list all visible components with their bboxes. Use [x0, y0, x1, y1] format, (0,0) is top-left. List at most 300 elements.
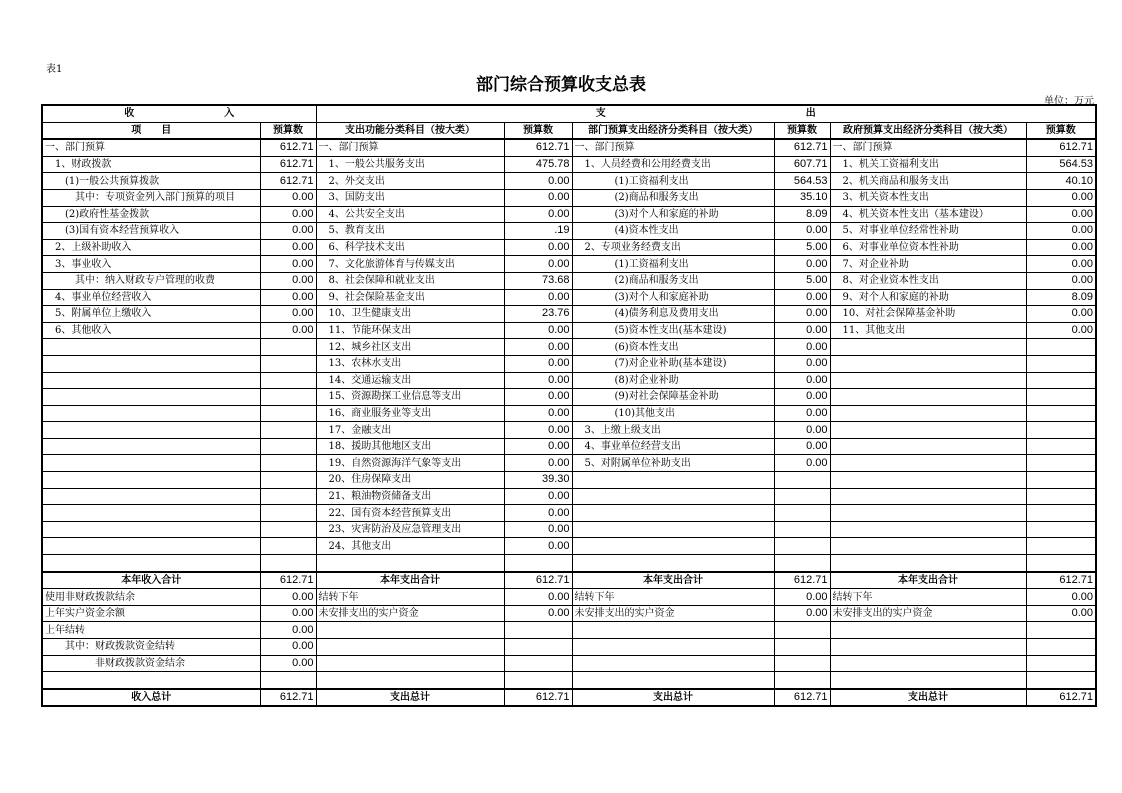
- table-row: [42, 156, 1096, 173]
- budget-cell: [1026, 672, 1096, 689]
- item-cell: (4)资本性支出: [572, 223, 774, 240]
- item-cell: [42, 389, 260, 406]
- table-row: [42, 655, 1096, 672]
- item-cell: (10)其他支出: [572, 405, 774, 422]
- item-cell: [830, 472, 1026, 489]
- budget-cell: 0.00: [504, 538, 572, 555]
- item-cell: [42, 472, 260, 489]
- item-cell: [830, 555, 1026, 572]
- item-cell: (1)工资福利支出: [572, 256, 774, 273]
- item-cell: [316, 672, 504, 689]
- item-cell: 支出总计: [830, 689, 1026, 707]
- budget-cell: 612.71: [1026, 689, 1096, 707]
- item-cell: 一、部门预算: [316, 139, 504, 156]
- table-row: [42, 173, 1096, 190]
- budget-cell: [504, 555, 572, 572]
- table-row: [42, 139, 1096, 156]
- budget-cell: [774, 538, 830, 555]
- budget-cell: 0.00: [504, 605, 572, 622]
- item-cell: 收入总计: [42, 689, 260, 707]
- budget-cell: 0.00: [504, 488, 572, 505]
- col-budget-header: 预算数: [1026, 122, 1096, 139]
- budget-cell: 612.71: [260, 156, 316, 173]
- item-cell: 6、其他收入: [42, 322, 260, 339]
- budget-cell: [260, 438, 316, 455]
- budget-cell: 0.00: [774, 455, 830, 472]
- item-cell: 23、灾害防治及应急管理支出: [316, 521, 504, 538]
- item-cell: [830, 339, 1026, 356]
- budget-cell: 0.00: [1026, 256, 1096, 273]
- budget-cell: 612.71: [504, 572, 572, 589]
- table-row: [42, 605, 1096, 622]
- item-cell: 其中：专项资金列入部门预算的项目: [42, 189, 260, 206]
- budget-cell: 0.00: [504, 521, 572, 538]
- budget-cell: 0.00: [260, 256, 316, 273]
- item-cell: 5、附属单位上缴收入: [42, 306, 260, 323]
- budget-cell: [504, 655, 572, 672]
- item-cell: (9)对社会保障基金补助: [572, 389, 774, 406]
- budget-cell: 612.71: [260, 689, 316, 707]
- item-cell: [830, 438, 1026, 455]
- item-cell: 14、交通运输支出: [316, 372, 504, 389]
- budget-cell: 0.00: [774, 605, 830, 622]
- budget-cell: [774, 672, 830, 689]
- item-cell: 18、援助其他地区支出: [316, 438, 504, 455]
- item-cell: (2)政府性基金拨款: [42, 206, 260, 223]
- table-row: [42, 422, 1096, 439]
- item-cell: [830, 455, 1026, 472]
- budget-cell: 5.00: [774, 272, 830, 289]
- item-cell: [830, 521, 1026, 538]
- budget-cell: [1026, 422, 1096, 439]
- item-cell: 本年支出合计: [830, 572, 1026, 589]
- budget-cell: [1026, 555, 1096, 572]
- item-cell: 未安排支出的实户资金: [572, 605, 774, 622]
- budget-cell: 0.00: [504, 173, 572, 190]
- budget-cell: 0.00: [504, 239, 572, 256]
- budget-cell: 0.00: [774, 223, 830, 240]
- budget-cell: 0.00: [504, 455, 572, 472]
- item-cell: 12、城乡社区支出: [316, 339, 504, 356]
- income-header: 收 入: [42, 105, 316, 122]
- grand-total-row: [42, 689, 1096, 707]
- budget-cell: [260, 672, 316, 689]
- item-cell: [830, 672, 1026, 689]
- table-row: [42, 455, 1096, 472]
- budget-cell: 8.09: [1026, 289, 1096, 306]
- budget-cell: [1026, 372, 1096, 389]
- item-cell: [42, 339, 260, 356]
- table-number-label: 表1: [46, 64, 63, 75]
- item-cell: 8、对企业资本性支出: [830, 272, 1026, 289]
- table-row: [42, 438, 1096, 455]
- budget-cell: 564.53: [774, 173, 830, 190]
- item-cell: [572, 672, 774, 689]
- item-cell: [830, 488, 1026, 505]
- item-cell: 20、住房保障支出: [316, 472, 504, 489]
- item-cell: 5、教育支出: [316, 223, 504, 240]
- budget-cell: 612.71: [774, 139, 830, 156]
- item-cell: 支出总计: [572, 689, 774, 707]
- item-cell: 1、一般公共服务支出: [316, 156, 504, 173]
- item-cell: 结转下年: [572, 589, 774, 606]
- item-cell: 4、机关资本性支出（基本建设）: [830, 206, 1026, 223]
- item-cell: 19、自然资源海洋气象等支出: [316, 455, 504, 472]
- year-total-row: [42, 572, 1096, 589]
- budget-cell: [1026, 538, 1096, 555]
- item-cell: 3、机关资本性支出: [830, 189, 1026, 206]
- item-cell: [830, 422, 1026, 439]
- item-cell: (4)债务利息及费用支出: [572, 306, 774, 323]
- budget-cell: 0.00: [1026, 206, 1096, 223]
- budget-cell: [1026, 488, 1096, 505]
- budget-cell: 612.71: [504, 139, 572, 156]
- budget-cell: 0.00: [504, 405, 572, 422]
- item-cell: 1、人员经费和公用经费支出: [572, 156, 774, 173]
- budget-cell: 0.00: [504, 322, 572, 339]
- budget-cell: [260, 455, 316, 472]
- budget-cell: 0.00: [774, 322, 830, 339]
- budget-cell: [260, 372, 316, 389]
- table-row: [42, 206, 1096, 223]
- table-row: [42, 272, 1096, 289]
- item-cell: 使用非财政拨款结余: [42, 589, 260, 606]
- budget-cell: [260, 488, 316, 505]
- item-cell: 结转下年: [316, 589, 504, 606]
- budget-cell: 0.00: [1026, 306, 1096, 323]
- item-cell: (5)资本性支出(基本建设): [572, 322, 774, 339]
- budget-cell: [774, 472, 830, 489]
- table-row: [42, 622, 1096, 639]
- budget-cell: [774, 488, 830, 505]
- item-cell: [42, 422, 260, 439]
- item-cell: [572, 505, 774, 522]
- item-cell: 3、上缴上级支出: [572, 422, 774, 439]
- col-gov-econ-header: 政府预算支出经济分类科目（按大类）: [830, 122, 1026, 139]
- item-cell: 10、对社会保障基金补助: [830, 306, 1026, 323]
- budget-cell: [774, 555, 830, 572]
- budget-cell: [260, 521, 316, 538]
- budget-cell: [1026, 339, 1096, 356]
- item-cell: 结转下年: [830, 589, 1026, 606]
- table-row: [42, 472, 1096, 489]
- budget-summary-table: [41, 104, 1097, 707]
- table-row: [42, 488, 1096, 505]
- column-header-row: [42, 122, 1096, 139]
- item-cell: [830, 372, 1026, 389]
- col-budget-header: 预算数: [774, 122, 830, 139]
- budget-cell: 0.00: [774, 306, 830, 323]
- budget-cell: [774, 521, 830, 538]
- table-row: [42, 306, 1096, 323]
- budget-cell: 612.71: [774, 689, 830, 707]
- item-cell: 7、文化旅游体育与传媒支出: [316, 256, 504, 273]
- budget-cell: [260, 339, 316, 356]
- budget-cell: 0.00: [260, 589, 316, 606]
- item-cell: 1、机关工资福利支出: [830, 156, 1026, 173]
- budget-cell: [260, 422, 316, 439]
- item-cell: [830, 389, 1026, 406]
- budget-cell: 0.00: [260, 272, 316, 289]
- budget-cell: 35.10: [774, 189, 830, 206]
- item-cell: [316, 622, 504, 639]
- budget-cell: 23.76: [504, 306, 572, 323]
- budget-cell: 612.71: [260, 173, 316, 190]
- item-cell: 一、部门预算: [572, 139, 774, 156]
- col-dept-econ-header: 部门预算支出经济分类科目（按大类）: [572, 122, 774, 139]
- item-cell: 13、农林水支出: [316, 355, 504, 372]
- item-cell: 8、社会保障和就业支出: [316, 272, 504, 289]
- item-cell: [316, 639, 504, 656]
- budget-cell: [504, 622, 572, 639]
- budget-cell: 612.71: [504, 689, 572, 707]
- budget-cell: [774, 655, 830, 672]
- budget-cell: 0.00: [504, 389, 572, 406]
- budget-cell: 0.00: [504, 256, 572, 273]
- item-cell: (1)一般公共预算拨款: [42, 173, 260, 190]
- budget-cell: 5.00: [774, 239, 830, 256]
- budget-cell: 0.00: [774, 372, 830, 389]
- budget-cell: 0.00: [1026, 605, 1096, 622]
- item-cell: [830, 639, 1026, 656]
- item-cell: [42, 372, 260, 389]
- item-cell: [830, 405, 1026, 422]
- budget-cell: [774, 639, 830, 656]
- item-cell: [572, 472, 774, 489]
- budget-cell: 0.00: [260, 655, 316, 672]
- section-header-row: [42, 105, 1096, 122]
- budget-cell: 0.00: [1026, 322, 1096, 339]
- table-row: [42, 289, 1096, 306]
- item-cell: 3、事业收入: [42, 256, 260, 273]
- item-cell: (8)对企业补助: [572, 372, 774, 389]
- item-cell: (3)国有资本经营预算收入: [42, 223, 260, 240]
- budget-cell: 0.00: [260, 206, 316, 223]
- budget-cell: 0.00: [774, 256, 830, 273]
- table-row: [42, 538, 1096, 555]
- table-row: [42, 355, 1096, 372]
- budget-cell: 0.00: [1026, 589, 1096, 606]
- budget-cell: 0.00: [260, 622, 316, 639]
- item-cell: [42, 521, 260, 538]
- budget-cell: [1026, 455, 1096, 472]
- item-cell: 1、财政拨款: [42, 156, 260, 173]
- item-cell: [42, 355, 260, 372]
- item-cell: 非财政拨款资金结余: [42, 655, 260, 672]
- item-cell: [42, 555, 260, 572]
- budget-cell: 0.00: [260, 239, 316, 256]
- table-row: [42, 521, 1096, 538]
- item-cell: [42, 438, 260, 455]
- budget-cell: 8.09: [774, 206, 830, 223]
- budget-cell: [260, 505, 316, 522]
- item-cell: [572, 655, 774, 672]
- item-cell: [830, 538, 1026, 555]
- item-cell: 3、国防支出: [316, 189, 504, 206]
- budget-cell: 0.00: [1026, 239, 1096, 256]
- item-cell: 上年实户资金余额: [42, 605, 260, 622]
- budget-cell: 0.00: [504, 422, 572, 439]
- budget-cell: .19: [504, 223, 572, 240]
- item-cell: (3)对个人和家庭补助: [572, 289, 774, 306]
- item-cell: 其中：财政拨款资金结转: [42, 639, 260, 656]
- item-cell: (3)对个人和家庭的补助: [572, 206, 774, 223]
- item-cell: [572, 639, 774, 656]
- budget-cell: 0.00: [1026, 272, 1096, 289]
- item-cell: 9、对个人和家庭的补助: [830, 289, 1026, 306]
- budget-cell: 0.00: [774, 289, 830, 306]
- budget-cell: 612.71: [1026, 139, 1096, 156]
- budget-cell: 612.71: [774, 572, 830, 589]
- item-cell: 5、对附属单位补助支出: [572, 455, 774, 472]
- item-cell: 4、事业单位经营支出: [572, 438, 774, 455]
- item-cell: [316, 555, 504, 572]
- budget-cell: [1026, 622, 1096, 639]
- item-cell: 11、节能环保支出: [316, 322, 504, 339]
- item-cell: [42, 538, 260, 555]
- budget-cell: 0.00: [774, 422, 830, 439]
- budget-cell: 0.00: [260, 306, 316, 323]
- table-row: [42, 555, 1096, 572]
- budget-cell: [1026, 639, 1096, 656]
- budget-cell: [260, 405, 316, 422]
- budget-cell: 0.00: [504, 206, 572, 223]
- budget-cell: 39.30: [504, 472, 572, 489]
- budget-cell: 0.00: [504, 589, 572, 606]
- col-func-header: 支出功能分类科目（按大类）: [316, 122, 504, 139]
- table-row: [42, 223, 1096, 240]
- item-cell: 本年收入合计: [42, 572, 260, 589]
- item-cell: 11、其他支出: [830, 322, 1026, 339]
- item-cell: 未安排支出的实户资金: [830, 605, 1026, 622]
- item-cell: 21、粮油物资储备支出: [316, 488, 504, 505]
- table-row: [42, 189, 1096, 206]
- budget-cell: 0.00: [504, 189, 572, 206]
- item-cell: 本年支出合计: [572, 572, 774, 589]
- item-cell: [572, 538, 774, 555]
- item-cell: 17、金融支出: [316, 422, 504, 439]
- budget-cell: 0.00: [774, 405, 830, 422]
- budget-cell: [1026, 472, 1096, 489]
- budget-cell: 0.00: [504, 339, 572, 356]
- budget-cell: 0.00: [260, 223, 316, 240]
- budget-cell: [1026, 521, 1096, 538]
- item-cell: [316, 655, 504, 672]
- item-cell: 16、商业服务业等支出: [316, 405, 504, 422]
- item-cell: 2、上级补助收入: [42, 239, 260, 256]
- budget-cell: 612.71: [260, 139, 316, 156]
- table-row: [42, 239, 1096, 256]
- item-cell: 4、事业单位经营收入: [42, 289, 260, 306]
- item-cell: [42, 455, 260, 472]
- budget-cell: 0.00: [504, 438, 572, 455]
- budget-cell: 0.00: [1026, 189, 1096, 206]
- item-cell: (1)工资福利支出: [572, 173, 774, 190]
- item-cell: 2、专项业务经费支出: [572, 239, 774, 256]
- budget-cell: 0.00: [260, 639, 316, 656]
- budget-cell: [1026, 505, 1096, 522]
- item-cell: 6、科学技术支出: [316, 239, 504, 256]
- item-cell: [42, 672, 260, 689]
- budget-cell: [260, 555, 316, 572]
- item-cell: 2、外交支出: [316, 173, 504, 190]
- item-cell: 未安排支出的实户资金: [316, 605, 504, 622]
- table-row: [42, 339, 1096, 356]
- item-cell: [42, 405, 260, 422]
- budget-cell: 0.00: [504, 289, 572, 306]
- item-cell: (6)资本性支出: [572, 339, 774, 356]
- item-cell: [572, 555, 774, 572]
- item-cell: (2)商品和服务支出: [572, 272, 774, 289]
- budget-cell: 0.00: [774, 339, 830, 356]
- budget-cell: 40.10: [1026, 173, 1096, 190]
- page-title: 部门综合预算收支总表: [476, 75, 646, 95]
- table-row: [42, 672, 1096, 689]
- budget-cell: [1026, 389, 1096, 406]
- item-cell: [830, 505, 1026, 522]
- item-cell: 一、部门预算: [42, 139, 260, 156]
- budget-cell: 0.00: [504, 505, 572, 522]
- item-cell: 支出总计: [316, 689, 504, 707]
- item-cell: [830, 622, 1026, 639]
- item-cell: 2、机关商品和服务支出: [830, 173, 1026, 190]
- budget-cell: [260, 472, 316, 489]
- item-cell: 7、对企业补助: [830, 256, 1026, 273]
- item-cell: (2)商品和服务支出: [572, 189, 774, 206]
- item-cell: 上年结转: [42, 622, 260, 639]
- budget-cell: 564.53: [1026, 156, 1096, 173]
- item-cell: 一、部门预算: [830, 139, 1026, 156]
- budget-cell: [260, 538, 316, 555]
- item-cell: 其中：纳入财政专户管理的收费: [42, 272, 260, 289]
- item-cell: 9、社会保险基金支出: [316, 289, 504, 306]
- budget-cell: 0.00: [774, 589, 830, 606]
- col-budget-header: 预算数: [260, 122, 316, 139]
- budget-cell: 0.00: [1026, 223, 1096, 240]
- budget-cell: 0.00: [260, 289, 316, 306]
- budget-cell: [260, 355, 316, 372]
- budget-cell: [260, 389, 316, 406]
- budget-cell: [774, 505, 830, 522]
- budget-cell: 0.00: [504, 372, 572, 389]
- item-cell: [42, 505, 260, 522]
- item-cell: 5、对事业单位经常性补助: [830, 223, 1026, 240]
- table-row: [42, 256, 1096, 273]
- col-budget-header: 预算数: [504, 122, 572, 139]
- item-cell: 4、公共安全支出: [316, 206, 504, 223]
- budget-cell: 475.78: [504, 156, 572, 173]
- table-row: [42, 505, 1096, 522]
- budget-cell: [504, 672, 572, 689]
- unit-label: 单位：万元: [1044, 96, 1094, 107]
- item-cell: [830, 655, 1026, 672]
- budget-cell: 607.71: [774, 156, 830, 173]
- item-cell: [572, 521, 774, 538]
- budget-cell: [504, 639, 572, 656]
- table-row: [42, 372, 1096, 389]
- budget-cell: 612.71: [1026, 572, 1096, 589]
- item-cell: [572, 488, 774, 505]
- budget-cell: [1026, 438, 1096, 455]
- budget-cell: [1026, 355, 1096, 372]
- item-cell: 24、其他支出: [316, 538, 504, 555]
- budget-cell: 0.00: [774, 389, 830, 406]
- item-cell: [42, 488, 260, 505]
- budget-cell: 0.00: [260, 189, 316, 206]
- item-cell: 15、资源勘探工业信息等支出: [316, 389, 504, 406]
- budget-cell: 73.68: [504, 272, 572, 289]
- col-item-header: 项 目: [42, 122, 260, 139]
